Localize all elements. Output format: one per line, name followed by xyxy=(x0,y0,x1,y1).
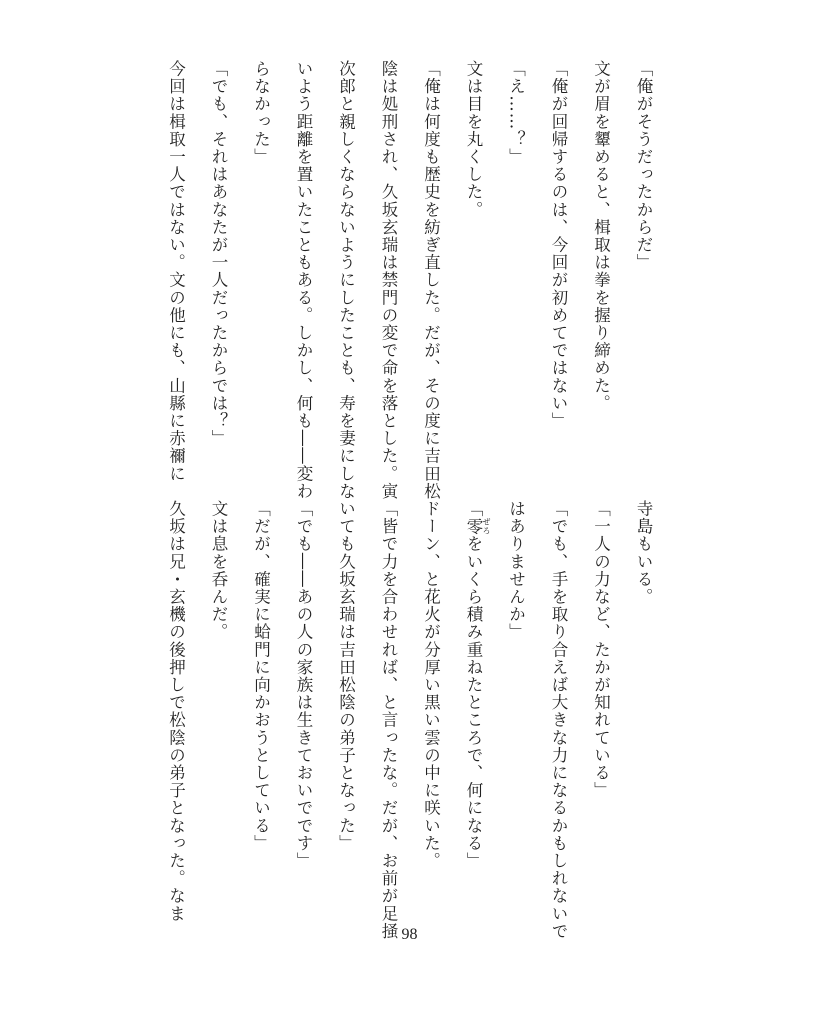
text-line: 「え……？」 xyxy=(506,60,526,166)
text-line: らなかった」 xyxy=(251,60,271,166)
ruby-zero-reading: ぜろ xyxy=(482,517,491,536)
text-line: 今回は楫取一人ではない。文の他にも、山縣に赤禰に xyxy=(166,60,186,483)
text-line: 文が眉を顰めると、楫取は拳を握り締めた。 xyxy=(591,60,611,412)
ruby-zero: 零 ぜろ xyxy=(464,517,491,536)
text-line: 陰は処刑され、久坂玄瑞は禁門の変で命を落とした。寅 xyxy=(379,60,398,500)
text-line: 「だが、確実に蛤門に向かおうとしている」 xyxy=(251,500,271,852)
text-line: 「俺は何度も歴史を紡ぎ直した。だが、その度に吉田松 xyxy=(421,60,441,500)
text-line: 「でも――あの人の家族は生きておいでです」 xyxy=(294,500,313,870)
text-line: 「俺がそうだったからだ」 xyxy=(634,60,653,272)
text-line: 久坂は兄・玄機の後押しで松陰の弟子となった。なま xyxy=(166,500,186,923)
text-line: 「一人の力など、たかが知れている」 xyxy=(591,500,611,800)
text-line: いても久坂玄瑞は吉田松陰の弟子となった」 xyxy=(336,500,356,852)
page-number: 98 xyxy=(401,926,418,943)
text-line: 寺島もいる。 xyxy=(634,500,653,606)
text-line: 「でも、手を取り合えば大きな力になるかもしれないで xyxy=(549,500,568,940)
text-line: 「俺が回帰するのは、今回が初めてではない」 xyxy=(549,60,568,430)
text-line: 「皆で力を合わせれば、と言ったな。だが、お前が足掻 xyxy=(379,500,398,940)
text-line: 「零 ぜろをいくら積み重ねたところで、何になる」 xyxy=(464,500,491,870)
top-text-tier xyxy=(154,60,664,500)
text-line: 「でも、それはあなたが一人だったからでは？」 xyxy=(209,60,228,448)
text-line: はありませんか」 xyxy=(506,500,526,641)
text-line: 文は息を呑んだ。 xyxy=(209,500,228,641)
text-line: 文は目を丸くした。 xyxy=(464,60,483,219)
text-line: ドーン、と花火が分厚い黒い雲の中に咲いた。 xyxy=(421,500,441,870)
text-line: 次郎と親しくならないようにしたことも、寿を妻にしな xyxy=(336,60,356,500)
text-line: いよう距離を置いたこともある。しかし、何も――変わ xyxy=(294,60,313,500)
